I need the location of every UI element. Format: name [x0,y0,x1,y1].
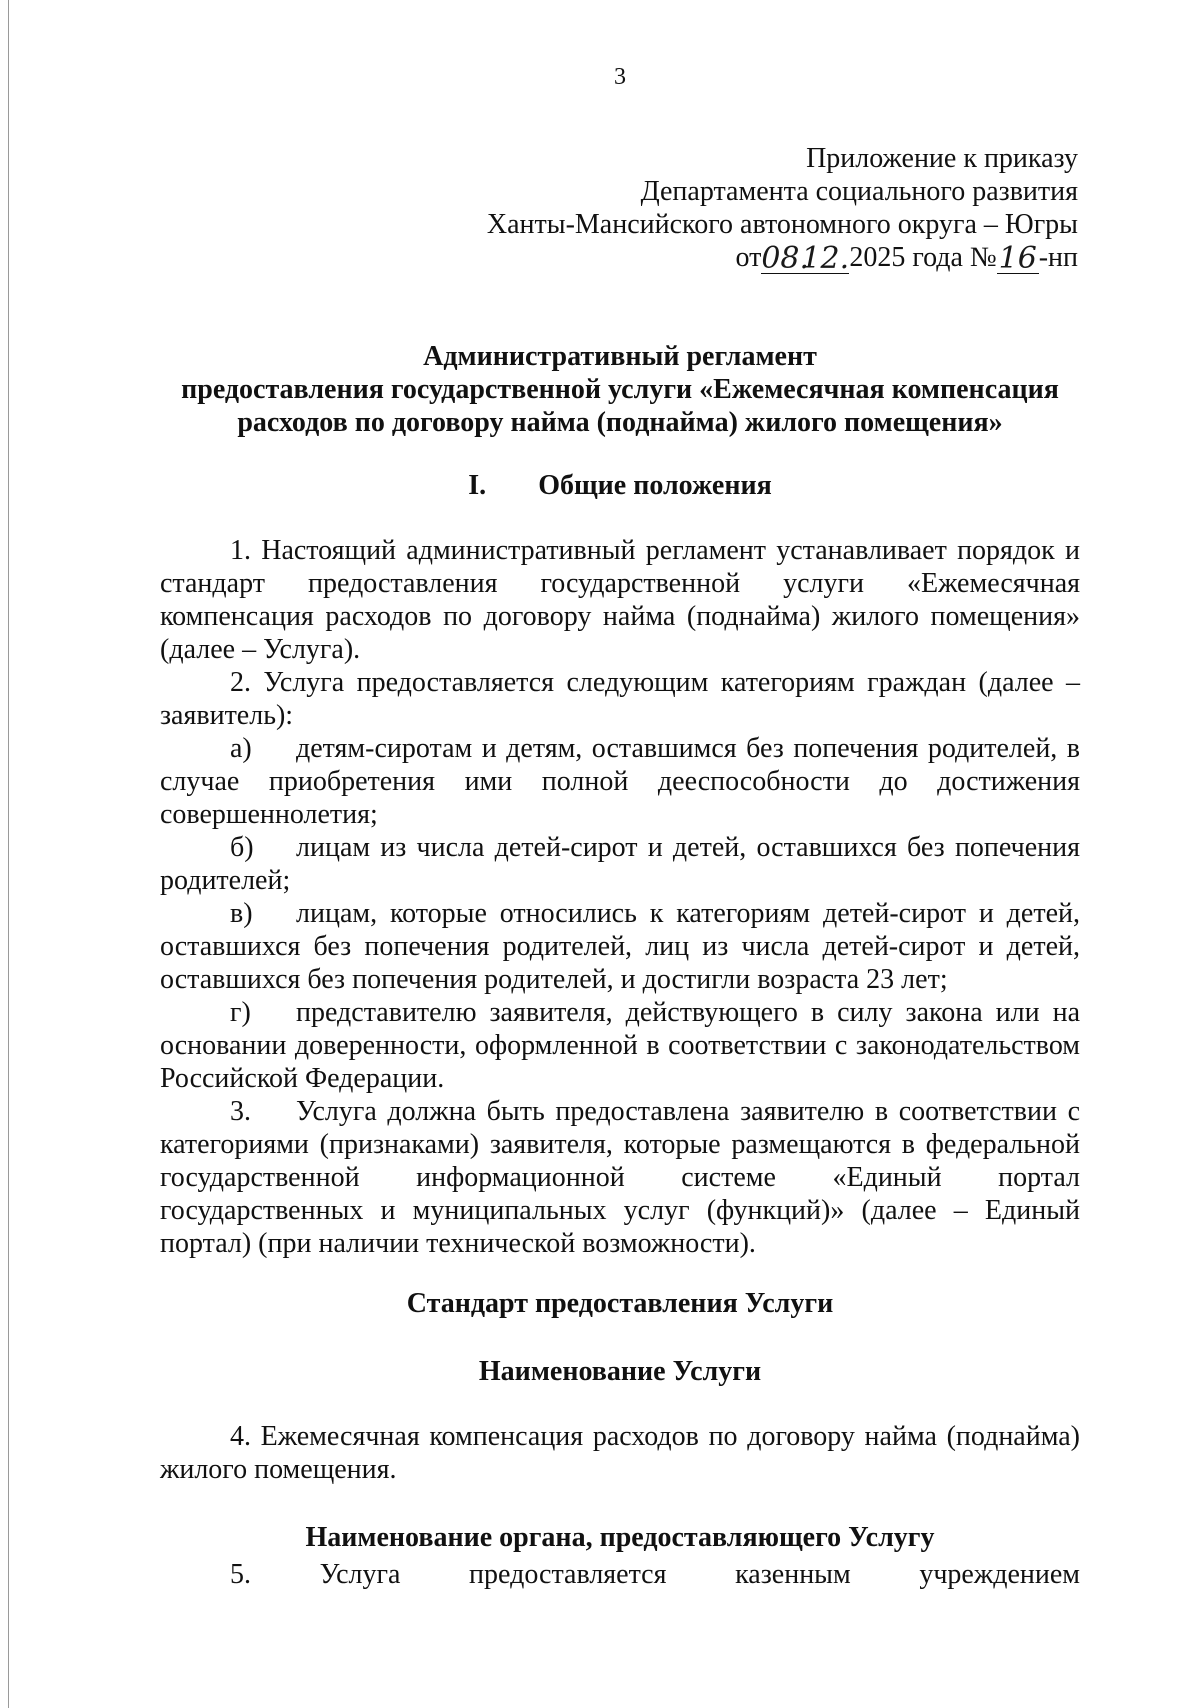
handwritten-day: 08. [761,241,810,276]
document-title [150,340,1090,439]
date-year: 2025 года № [849,242,997,273]
list-item-b [160,831,1080,897]
paragraph-3-text: Услуга должна быть предоставлена заявителю в соответствии с категориями (признаками) заявителя, которые размещаются в федеральной государственной информационной системе «Единый портал государственных и муниципальных услуг (функций)» (далее – Единый портал) (при наличии технической возможности). [160,1096,1080,1259]
list-item-g [160,996,1080,1095]
list-marker: г) [230,997,251,1028]
approval-block [487,142,1078,274]
list-marker: б) [230,832,254,863]
list-item-v [160,897,1080,996]
handwritten-doc-number: 16 [998,241,1037,276]
list-item-text: детям-сиротам и детям, оставшимся без попечения родителей, в случае приобретения ими полной дееспособности до достижения совершеннолетия; [160,733,1080,830]
service-name-heading: Наименование Услуги [478,1356,762,1387]
section-heading-general [150,470,1090,502]
standard-heading: Стандарт предоставления Услуги [406,1288,834,1319]
title-line-3: расходов по договору найма (поднайма) жилого помещения» [237,407,1003,438]
handwritten-month: 12. [801,241,850,276]
page-number: 3 [614,64,626,90]
list-item-text: лицам из числа детей-сирот и детей, оставшихся без попечения родителей; [160,832,1080,896]
approval-line-1: Приложение к приказу [806,143,1078,174]
paragraph-5: 5. Услуга предоставляется казенным учреждением [230,1559,1080,1590]
paragraph-4: 4. Ежемесячная компенсация расходов по договору найма (поднайма) жилого помещения. [160,1421,1080,1485]
list-marker: в) [230,898,253,929]
approval-line-2: Департамента социального развития [640,176,1078,207]
list-marker: а) [230,733,252,764]
section-title: Общие положения [538,470,772,501]
authority-body [160,1558,1080,1591]
paragraph-marker: 3. [230,1096,251,1127]
date-suffix: -нп [1038,242,1078,273]
list-item-a [160,732,1080,831]
section-number: I. [468,470,487,501]
title-line-2: предоставления государственной услуги «Ежемесячная компенсация [181,374,1059,405]
paragraph-1: 1. Настоящий административный регламент устанавливает порядок и стандарт предоставления государственной услуги «Ежемесячная компенсация расходов по договору найма (поднайма) жилого помещения» (далее – Услуга). [160,535,1080,665]
paragraph-3 [160,1095,1080,1260]
list-item-text: лицам, которые относились к категориям детей-сирот и детей, оставшихся без попечения родителей, лиц из числа детей-сирот и детей, оставшихся без попечения родителей, и достигли возраста 23 лет; [160,898,1080,995]
list-item-text: представителю заявителя, действующего в силу закона или на основании доверенности, оформленной в соответствии с законодательством Российской Федерации. [160,997,1080,1094]
approval-line-3: Ханты-Мансийского автономного округа – Югры [486,209,1078,240]
title-line-1: Административный регламент [423,341,817,372]
date-prefix: от [735,242,762,273]
service-name-body [160,1420,1080,1486]
paragraph-2: 2. Услуга предоставляется следующим категориям граждан (далее – заявитель): [160,667,1080,731]
approval-date-line [487,241,1078,274]
scan-edge-line [8,0,9,1708]
authority-heading: Наименование органа, предоставляющего Услугу [305,1522,935,1553]
general-provisions-body [160,534,1080,1260]
